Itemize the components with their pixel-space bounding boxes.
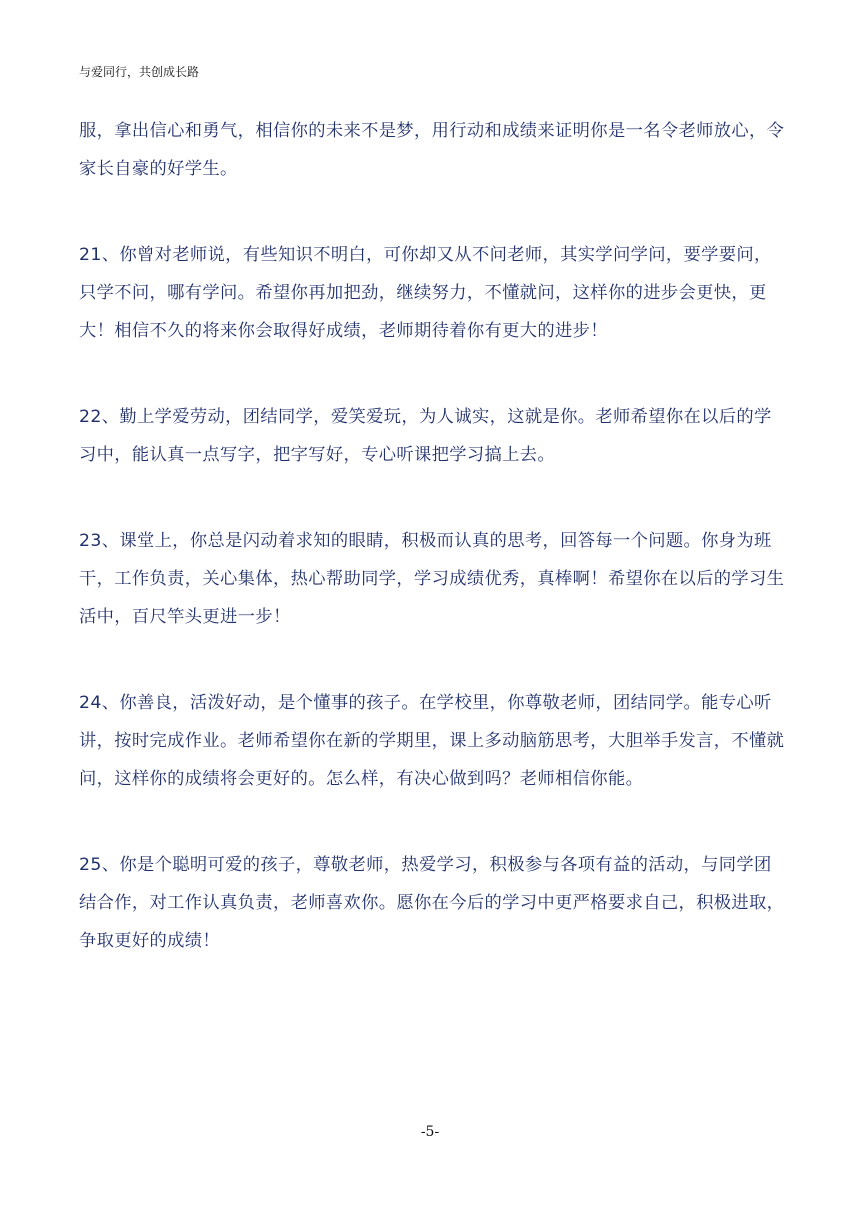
page-header: 与爱同行，共创成长路 xyxy=(79,65,200,79)
document-body xyxy=(79,112,789,1008)
paragraph-21: 21、你曾对老师说，有些知识不明白，可你却又从不问老师，其实学问学问，要学要问，只学不问，哪有学问。希望你再加把劲，继续努力，不懂就问，这样你的进步会更快，更大！相信不久的将来你会取得好成绩，老师期待着你有更大的进步！ xyxy=(79,245,772,341)
paragraph-continuation: 服，拿出信心和勇气，相信你的未来不是梦，用行动和成绩来证明你是一名令老师放心，令家长自豪的好学生。 xyxy=(79,121,785,179)
page-number: -5- xyxy=(420,1124,440,1140)
paragraph-25: 25、你是个聪明可爱的孩子，尊敬老师，热爱学习，积极参与各项有益的活动，与同学团结合作，对工作认真负责，老师喜欢你。愿你在今后的学习中更严格要求自己，积极进取，争取更好的成绩！ xyxy=(79,855,785,951)
paragraph-23: 23、课堂上，你总是闪动着求知的眼睛，积极而认真的思考，回答每一个问题。你身为班干，工作负责，关心集体，热心帮助同学，学习成绩优秀，真棒啊！希望你在以后的学习生活中，百尺竿头更进一步！ xyxy=(79,531,785,627)
paragraph-24: 24、你善良，活泼好动，是个懂事的孩子。在学校里，你尊敬老师，团结同学。能专心听讲，按时完成作业。老师希望你在新的学期里，课上多动脑筋思考，大胆举手发言，不懂就问，这样你的成绩将会更好的。怎么样，有决心做到吗？老师相信你能。 xyxy=(79,693,785,789)
paragraph-22: 22、勤上学爱劳动，团结同学，爱笑爱玩，为人诚实，这就是你。老师希望你在以后的学习中，能认真一点写字，把字写好，专心听课把学习搞上去。 xyxy=(79,407,772,465)
